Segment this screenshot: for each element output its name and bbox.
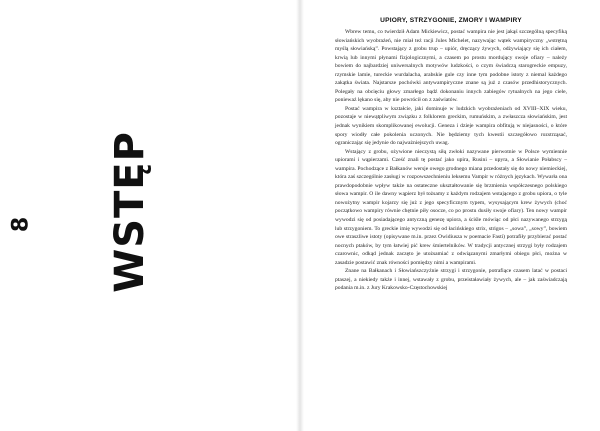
paragraph: Znane na Bałkanach i Słowiańszczyźnie strzygi i strzygonie, potrafiące czasem latać w postaci ptaszej, a niekiedy także i innej, wstawały z grobu, przeistaławiały żywych, ale – jak zaświadczają podania m.in. z Jury Krakowsko-Częstochowskiej: [335, 268, 567, 292]
body-text: [335, 17, 567, 293]
chapter-title: WSTĘP: [107, 131, 153, 293]
paragraph: Wbrew temu, co twierdził Adam Mickiewicz, postać wampira nie jest jakąś szczególną specyfiką słowiańskich wyobrażeń, nie miał też racji Jules Michelet, nazywając wątek wampiryczny „wstrętną myślą słowiańską”. Powstający z grobu trup – upiór, dręczący żywych, odżywiający się ich ciałem, krwią lub innymi płynami fizjologicznymi, a czasem po prostu mordujący swoje ofiary – należy bowiem do najbardziej uniwersalnych motywów ludzkości, o czym świadczą starogreckie empuzy, rzymskie lamie, tureckie wurdalacha, arabskie gule czy inne tym podobne istoty z niemal każdego zakątka świata. Najstarsze pochówki antywampiryczne znane są już z czasów przedhistorycznych. Polegały na obcięciu głowy zmarłego bądź dokonaniu innych zabiegów rytualnych na jego ciele, ponieważ lękano się, aby nie powrócił on z zaświatów.: [335, 29, 567, 104]
section-heading: UPIORY, STRZYGONIE, ZMORY I WAMPIRY: [380, 17, 522, 24]
paragraph: Postać wampira w kształcie, jaki dominuje w ludzkich wyobrażeniach od XVIII–XIX wieku, pozostaje w niewątpliwym związku z folklorem greckim, rumuńskim, a zwłaszcza słowiańskim, jest jednak wynikiem skomplikowanej ewolucji. Geneza i dzieje wampira obfitują w niejasności, o które spory wiodły całe pokolenia uczonych. Nie będziemy tych kwestii szczegółowo rozstrząsać, ograniczając się jedynie do najważniejszych uwag.: [335, 105, 567, 147]
chapter-number: 8: [8, 216, 34, 233]
paragraph: Wstający z grobu, ożywione nieczystą siłą zwłoki nazywane pierwotnie w Polsce wymiennie upiorami i wąpierzami. Cześć znali tę postać jako upira, Rusini – upyra, a Słowianie Połabscy – wampira. Pochodzące z Bałkanów wersje owego grodnego miana przedostały się do nowy niemieckiej, która zaś szczególnie zasługi w rozpowszechnieniu leksemu Vampir w różnych językach. Wywarła ona prawdopodobnie wpływ także na ostateczne ukształtowanie się brzmienia współczesnego polskiego słowa wampir. O ile dawny wąpierz był tożsamy z każdym rodzajem wstającego z grobu upiora, o tyle nowożytny wampir kojarzy się już z jego specyficznym typem, wysysającym krew żywych (choć początkowo wampiry równie chętnie piły osocze, co po prostu dusiły swoje ofiary). Ten nowy wampir wywodzi się od posiadającego antyczną genezę upiora, a ściśle mówiąc od płci nazywanego strzygą lub strzygoniem. To greckie imię wywodzi się od łacińskiego strix, strigos – „sowa”, „sowy”, bowiem owe straszliwe istoty (opisywane m.in. przez Owidiusza w poemacie Fasti) potrafiły przybierać postać nocnych ptaków, by tym łatwiej pić krew śmiertelników. W tradycji antycznej strzygi były rodzajem czarownic, odkąd jednak zaczęto je utożsamiać z odwiązanymi zmarłymi obiegu płci, można w zasadzie postawić znak równości pomiędzy nimi a wampirami.: [335, 148, 567, 266]
book-gutter: [296, 0, 304, 431]
